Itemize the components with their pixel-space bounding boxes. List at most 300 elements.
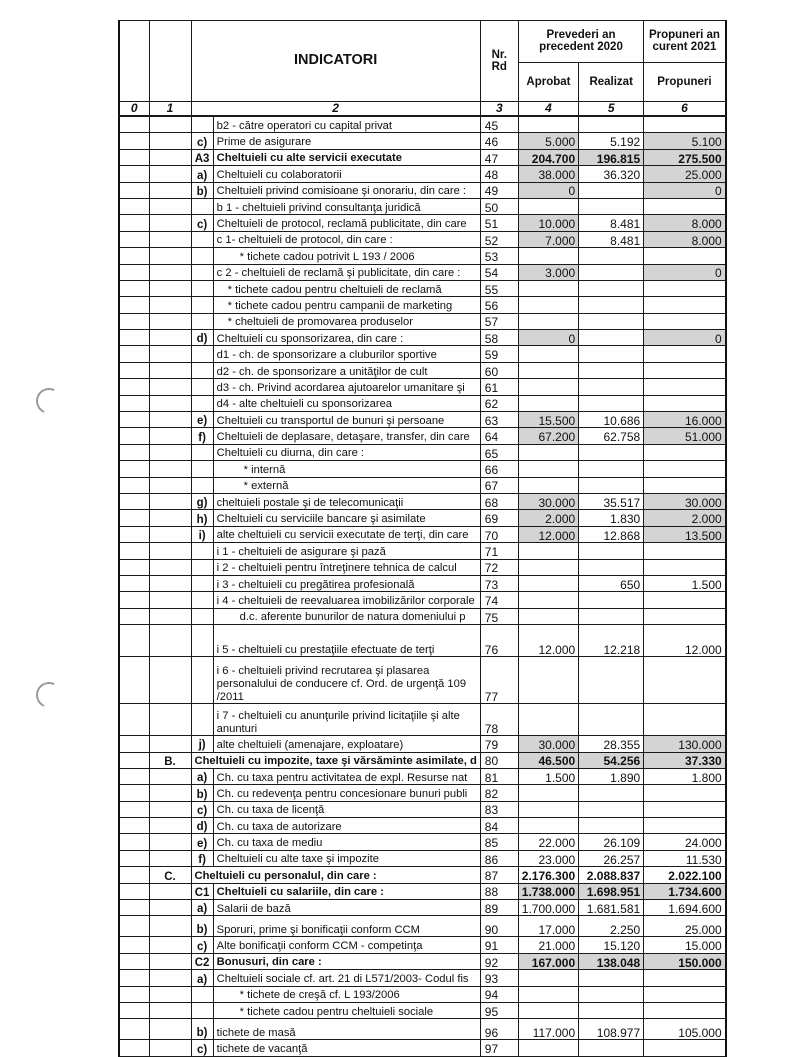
row-code <box>191 379 213 395</box>
blank-cell <box>149 953 191 969</box>
table-row <box>119 379 726 395</box>
aprobat-value <box>518 818 578 834</box>
row-number: 56 <box>480 297 518 313</box>
row-number: 47 <box>480 149 518 165</box>
row-code <box>191 657 213 704</box>
row-label: d.c. aferente bunurilor de natura domeniului p <box>213 608 480 624</box>
propuneri-value: 37.330 <box>644 752 726 768</box>
row-code: f) <box>191 428 213 444</box>
propuneri-value: 130.000 <box>644 736 726 752</box>
propuneri-value <box>644 461 726 477</box>
propuneri-value: 25.000 <box>644 166 726 182</box>
table-row <box>119 592 726 608</box>
row-number: 57 <box>480 313 518 329</box>
row-number: 50 <box>480 198 518 214</box>
blank-cell <box>149 182 191 198</box>
table-row <box>119 608 726 624</box>
aprobat-value: 46.500 <box>518 752 578 768</box>
row-number: 61 <box>480 379 518 395</box>
row-number: 48 <box>480 166 518 182</box>
realizat-value <box>579 461 644 477</box>
row-label: Cheltuieli cu alte servicii executate <box>213 149 480 165</box>
row-number: 75 <box>480 608 518 624</box>
realizat-value: 54.256 <box>579 752 644 768</box>
blank-cell <box>119 231 149 247</box>
row-number: 46 <box>480 133 518 149</box>
realizat-value: 12.868 <box>579 526 644 542</box>
propuneri-value: 25.000 <box>644 916 726 937</box>
table-row <box>119 231 726 247</box>
blank-cell <box>149 1019 191 1040</box>
blank-cell <box>119 264 149 280</box>
table-row <box>119 1002 726 1018</box>
realizat-value: 2.250 <box>579 916 644 937</box>
row-number: 66 <box>480 461 518 477</box>
row-number: 82 <box>480 785 518 801</box>
blank-cell <box>149 1040 191 1056</box>
blank-cell <box>149 395 191 411</box>
row-code <box>191 625 213 657</box>
row-number: 63 <box>480 412 518 428</box>
row-number: 85 <box>480 834 518 850</box>
blank-cell <box>119 313 149 329</box>
blank-cell <box>149 412 191 428</box>
blank-cell <box>149 116 191 133</box>
realizat-value: 35.517 <box>579 493 644 509</box>
row-number: 69 <box>480 510 518 526</box>
blank-cell <box>149 149 191 165</box>
section-code: B. <box>149 752 191 768</box>
row-code <box>191 280 213 296</box>
table-row <box>119 625 726 657</box>
blank-cell <box>119 149 149 165</box>
table-row <box>119 330 726 346</box>
realizat-value <box>579 330 644 346</box>
aprobat-value: 1.700.000 <box>518 900 578 916</box>
row-number: 93 <box>480 970 518 986</box>
row-code <box>191 477 213 493</box>
row-code: a) <box>191 768 213 784</box>
table-row <box>119 543 726 559</box>
row-label: Ch. cu taxa de licenţă <box>213 801 480 817</box>
blank-cell <box>119 900 149 916</box>
row-number: 68 <box>480 493 518 509</box>
row-code <box>191 362 213 378</box>
propuneri-value: 1.694.600 <box>644 900 726 916</box>
blank-cell <box>149 608 191 624</box>
realizat-value: 138.048 <box>579 953 644 969</box>
table-row <box>119 768 726 784</box>
blank-cell <box>119 592 149 608</box>
table-row <box>119 248 726 264</box>
table-row <box>119 313 726 329</box>
blank-cell <box>119 116 149 133</box>
table-row <box>119 970 726 986</box>
blank-cell <box>149 575 191 591</box>
table-row <box>119 510 726 526</box>
row-number: 64 <box>480 428 518 444</box>
punch-hole-top <box>32 384 65 417</box>
row-label: Ch. cu taxa de mediu <box>213 834 480 850</box>
aprobat-value: 15.500 <box>518 412 578 428</box>
row-number: 92 <box>480 953 518 969</box>
index-cell: 0 <box>119 102 149 117</box>
propuneri-value <box>644 986 726 1002</box>
row-label: * externă <box>213 477 480 493</box>
aprobat-value <box>518 198 578 214</box>
blank-cell <box>149 461 191 477</box>
blank-cell <box>149 834 191 850</box>
propuneri-value <box>644 297 726 313</box>
table-row <box>119 867 726 883</box>
row-number: 80 <box>480 752 518 768</box>
row-code: i) <box>191 526 213 542</box>
realizat-value <box>579 559 644 575</box>
row-code: f) <box>191 850 213 866</box>
realizat-value <box>579 801 644 817</box>
row-code <box>191 704 213 736</box>
table-row <box>119 736 726 752</box>
blank-cell <box>149 986 191 1002</box>
table-row <box>119 575 726 591</box>
row-code <box>191 543 213 559</box>
blank-cell <box>119 953 149 969</box>
realizat-value <box>579 444 644 460</box>
aprobat-value: 167.000 <box>518 953 578 969</box>
col0-header <box>119 21 149 102</box>
blank-cell <box>119 1040 149 1056</box>
propuneri-value <box>644 559 726 575</box>
propuneri-value <box>644 280 726 296</box>
realizat-value: 1.698.951 <box>579 883 644 899</box>
realizat-value <box>579 986 644 1002</box>
aprobat-value <box>518 444 578 460</box>
aprobat-value <box>518 477 578 493</box>
blank-cell <box>119 768 149 784</box>
blank-cell <box>149 428 191 444</box>
table-row <box>119 215 726 231</box>
propuneri-value <box>644 444 726 460</box>
row-number: 52 <box>480 231 518 247</box>
row-number: 49 <box>480 182 518 198</box>
blank-cell <box>119 297 149 313</box>
propuneri-value: 12.000 <box>644 625 726 657</box>
aprobat-value <box>518 785 578 801</box>
propuneri-value <box>644 1040 726 1056</box>
row-code: d) <box>191 330 213 346</box>
blank-cell <box>119 362 149 378</box>
realizat-value: 26.109 <box>579 834 644 850</box>
blank-cell <box>149 704 191 736</box>
realizat-value <box>579 1002 644 1018</box>
blank-cell <box>119 937 149 953</box>
propuneri-value <box>644 248 726 264</box>
aprobat-value <box>518 346 578 362</box>
table-row <box>119 362 726 378</box>
row-number: 73 <box>480 575 518 591</box>
aprobat-value <box>518 395 578 411</box>
blank-cell <box>149 166 191 182</box>
blank-cell <box>119 704 149 736</box>
realizat-value: 2.088.837 <box>579 867 644 883</box>
row-code: b) <box>191 1019 213 1040</box>
blank-cell <box>149 264 191 280</box>
row-label: d4 - alte cheltuieli cu sponsorizarea <box>213 395 480 411</box>
realizat-value <box>579 264 644 280</box>
row-code: a) <box>191 970 213 986</box>
row-label: cheltuieli postale şi de telecomunicaţii <box>213 493 480 509</box>
blank-cell <box>119 785 149 801</box>
row-number: 70 <box>480 526 518 542</box>
row-number: 62 <box>480 395 518 411</box>
table-row <box>119 986 726 1002</box>
index-cell: 4 <box>518 102 578 117</box>
row-code: c) <box>191 801 213 817</box>
propuneri-value: 1.734.600 <box>644 883 726 899</box>
blank-cell <box>149 900 191 916</box>
row-code <box>191 313 213 329</box>
blank-cell <box>119 395 149 411</box>
aprobat-value: 30.000 <box>518 493 578 509</box>
aprobat-value: 23.000 <box>518 850 578 866</box>
row-label: Ch. cu taxa pentru activitatea de expl. Resurse nat <box>213 768 480 784</box>
index-cell: 1 <box>149 102 191 117</box>
row-number: 55 <box>480 280 518 296</box>
row-number: 81 <box>480 768 518 784</box>
blank-cell <box>119 625 149 657</box>
row-label: Prime de asigurare <box>213 133 480 149</box>
blank-cell <box>119 867 149 883</box>
aprobat-value <box>518 970 578 986</box>
row-code: c) <box>191 937 213 953</box>
aprobat-value <box>518 362 578 378</box>
blank-cell <box>119 182 149 198</box>
row-number: 54 <box>480 264 518 280</box>
table-row <box>119 444 726 460</box>
row-label: Cheltuieli cu alte taxe şi impozite <box>213 850 480 866</box>
blank-cell <box>149 444 191 460</box>
table-row <box>119 412 726 428</box>
table-row <box>119 395 726 411</box>
row-label: d1 - ch. de sponsorizare a cluburilor sportive <box>213 346 480 362</box>
row-label: i 5 - cheltuieli cu prestaţiile efectuate de terţi <box>213 625 480 657</box>
aprobat-value: 3.000 <box>518 264 578 280</box>
blank-cell <box>119 850 149 866</box>
propuneri-value: 8.000 <box>644 231 726 247</box>
row-number: 86 <box>480 850 518 866</box>
realizat-value: 8.481 <box>579 215 644 231</box>
blank-cell <box>149 625 191 657</box>
realizat-value <box>579 785 644 801</box>
blank-cell <box>119 818 149 834</box>
aprobat-value <box>518 280 578 296</box>
propuneri-value: 2.022.100 <box>644 867 726 883</box>
table-row <box>119 834 726 850</box>
propuneri-value <box>644 608 726 624</box>
blank-cell <box>119 736 149 752</box>
aprobat-value <box>518 1002 578 1018</box>
table-row <box>119 264 726 280</box>
blank-cell <box>149 248 191 264</box>
row-label: tichete de vacanţă <box>213 1040 480 1056</box>
row-label: Salarii de bază <box>213 900 480 916</box>
propuneri-value <box>644 704 726 736</box>
row-number: 45 <box>480 116 518 133</box>
realizat-value: 1.681.581 <box>579 900 644 916</box>
realizat-value: 15.120 <box>579 937 644 953</box>
row-code: c) <box>191 215 213 231</box>
row-label: Cheltuieli cu impozite, taxe şi vărsăminte asimilate, d <box>191 752 480 768</box>
row-label: Ch. cu redevenţa pentru concesionare bunuri publi <box>213 785 480 801</box>
aprobat-value <box>518 559 578 575</box>
propuneri-value: 51.000 <box>644 428 726 444</box>
row-label: Cheltuieli cu salariile, din care : <box>213 883 480 899</box>
blank-cell <box>149 330 191 346</box>
realizat-value <box>579 704 644 736</box>
blank-cell <box>149 850 191 866</box>
row-code: a) <box>191 900 213 916</box>
table-row <box>119 1019 726 1040</box>
aprobat-value <box>518 297 578 313</box>
index-cell: 6 <box>644 102 726 117</box>
aprobat-value: 0 <box>518 330 578 346</box>
column-index-row <box>119 102 726 117</box>
current-year-header: Propuneri an curent 2021 <box>644 21 726 63</box>
propuneri-header: Propuneri <box>644 62 726 102</box>
propuneri-value <box>644 970 726 986</box>
realizat-value: 36.320 <box>579 166 644 182</box>
blank-cell <box>149 215 191 231</box>
punch-hole-bottom <box>32 678 65 711</box>
aprobat-value <box>518 592 578 608</box>
row-label: i 1 - cheltuieli de asigurare şi pază <box>213 543 480 559</box>
realizat-value: 12.218 <box>579 625 644 657</box>
realizat-value <box>579 657 644 704</box>
row-label: c 1- cheltuieli de protocol, din care : <box>213 231 480 247</box>
row-code: a) <box>191 166 213 182</box>
aprobat-value: 204.700 <box>518 149 578 165</box>
row-label: alte cheltuieli (amenajare, exploatare) <box>213 736 480 752</box>
propuneri-value: 275.500 <box>644 149 726 165</box>
propuneri-value: 1.800 <box>644 768 726 784</box>
indicatori-header: INDICATORI <box>191 21 480 102</box>
row-code: b) <box>191 182 213 198</box>
blank-cell <box>149 379 191 395</box>
row-code <box>191 575 213 591</box>
table-row <box>119 166 726 182</box>
realizat-value: 1.890 <box>579 768 644 784</box>
propuneri-value <box>644 657 726 704</box>
prev-year-header: Prevederi an precedent 2020 <box>518 21 643 63</box>
propuneri-value: 13.500 <box>644 526 726 542</box>
blank-cell <box>119 428 149 444</box>
row-code <box>191 116 213 133</box>
blank-cell <box>119 133 149 149</box>
index-cell: 2 <box>191 102 480 117</box>
propuneri-value: 150.000 <box>644 953 726 969</box>
table-row <box>119 526 726 542</box>
propuneri-value: 30.000 <box>644 493 726 509</box>
row-code: e) <box>191 412 213 428</box>
realizat-value <box>579 297 644 313</box>
table-row <box>119 785 726 801</box>
row-code <box>191 461 213 477</box>
blank-cell <box>119 198 149 214</box>
table-row <box>119 116 726 133</box>
propuneri-value <box>644 785 726 801</box>
aprobat-value <box>518 248 578 264</box>
row-code: b) <box>191 916 213 937</box>
aprobat-value: 7.000 <box>518 231 578 247</box>
row-code: b) <box>191 785 213 801</box>
blank-cell <box>119 248 149 264</box>
blank-cell <box>119 346 149 362</box>
row-number: 84 <box>480 818 518 834</box>
realizat-value: 196.815 <box>579 149 644 165</box>
row-code <box>191 231 213 247</box>
row-label: Cheltuieli de protocol, reclamă publicitate, din care <box>213 215 480 231</box>
propuneri-value: 15.000 <box>644 937 726 953</box>
row-code <box>191 608 213 624</box>
row-code <box>191 444 213 460</box>
blank-cell <box>119 559 149 575</box>
aprobat-value <box>518 461 578 477</box>
realizat-value <box>579 379 644 395</box>
row-code <box>191 248 213 264</box>
realizat-value <box>579 182 644 198</box>
propuneri-value: 8.000 <box>644 215 726 231</box>
blank-cell <box>119 444 149 460</box>
aprobat-value: 12.000 <box>518 625 578 657</box>
propuneri-value: 11.530 <box>644 850 726 866</box>
index-cell: 5 <box>579 102 644 117</box>
table-row <box>119 657 726 704</box>
aprobat-value <box>518 543 578 559</box>
row-number: 76 <box>480 625 518 657</box>
blank-cell <box>119 510 149 526</box>
blank-cell <box>119 493 149 509</box>
row-label: Cheltuieli privind comisioane şi onorariu, din care : <box>213 182 480 198</box>
aprobat-value: 2.000 <box>518 510 578 526</box>
row-label: i 4 - cheltuieli de reevaluarea imobilizărilor corporale <box>213 592 480 608</box>
blank-cell <box>119 280 149 296</box>
realizat-value <box>579 248 644 264</box>
blank-cell <box>119 657 149 704</box>
propuneri-value: 24.000 <box>644 834 726 850</box>
row-code <box>191 346 213 362</box>
row-number: 53 <box>480 248 518 264</box>
blank-cell <box>119 1019 149 1040</box>
row-number: 51 <box>480 215 518 231</box>
table-row <box>119 182 726 198</box>
realizat-value <box>579 477 644 493</box>
blank-cell <box>149 768 191 784</box>
aprobat-value: 0 <box>518 182 578 198</box>
row-label: Sporuri, prime şi bonificaţii conform CCM <box>213 916 480 937</box>
blank-cell <box>119 412 149 428</box>
aprobat-value: 17.000 <box>518 916 578 937</box>
row-label: i 6 - cheltuieli privind recrutarea şi plasarea personalului de conducere cf. Ord. de urgenţă 109 /2011 <box>213 657 480 704</box>
blank-cell <box>119 970 149 986</box>
row-number: 95 <box>480 1002 518 1018</box>
row-code: C2 <box>191 953 213 969</box>
realizat-value: 108.977 <box>579 1019 644 1040</box>
aprobat-value: 21.000 <box>518 937 578 953</box>
aprobat-value: 1.738.000 <box>518 883 578 899</box>
table-row <box>119 461 726 477</box>
blank-cell <box>149 785 191 801</box>
table-row <box>119 752 726 768</box>
